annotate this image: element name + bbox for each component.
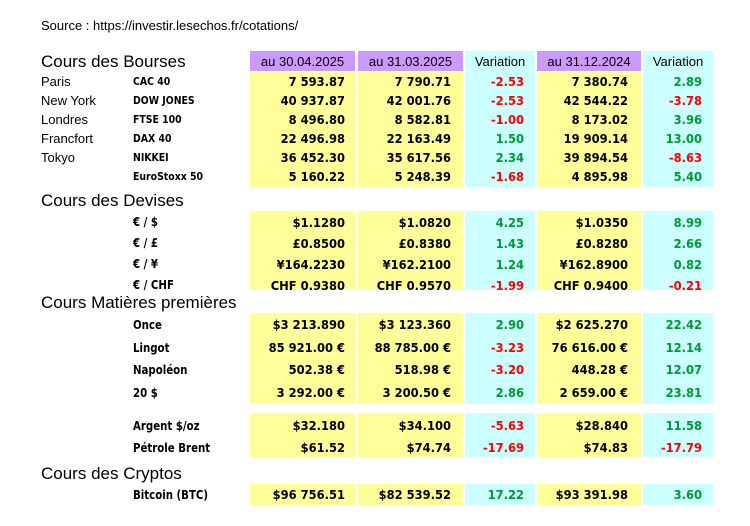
cell-var1: 1.24: [495, 257, 524, 272]
cell-v3: 39 894.54: [563, 150, 628, 165]
cell-var1: 4.25: [495, 215, 524, 230]
row-place: Londres: [41, 112, 88, 127]
cell-var2: 2.66: [673, 236, 702, 251]
cell-var1: -2.53: [490, 74, 524, 89]
cell-var2: 12.07: [665, 362, 702, 377]
row-place: Francfort: [41, 131, 94, 146]
cell-v2: 3 200.50 €: [382, 384, 451, 400]
cell-v1: 85 921.00 €: [268, 339, 345, 355]
row-name: Bitcoin (BTC): [133, 488, 209, 502]
row-name: Lingot: [133, 340, 170, 355]
cell-v2: ¥162.2100: [382, 257, 451, 272]
cell-v3: £0.8280: [575, 236, 628, 251]
cell-v1: $3 213.890: [272, 317, 345, 332]
cell-v2: 88 785.00 €: [374, 339, 451, 355]
row-name: 20 $: [133, 385, 158, 400]
cell-var2: 22.42: [665, 317, 702, 332]
cell-var1: -2.53: [490, 93, 524, 108]
cell-var1: 2.34: [495, 150, 524, 165]
cell-v1: 40 937.87: [280, 93, 345, 108]
cell-v1: 8 496.80: [288, 112, 345, 127]
cell-var1: 1.50: [495, 131, 524, 146]
cell-var2: 3.96: [673, 112, 702, 127]
cell-v2: $74.74: [406, 440, 451, 455]
cell-var1: -5.63: [490, 418, 524, 433]
header-variation-1: Variation: [465, 51, 535, 71]
cell-v3: $74.83: [583, 440, 628, 455]
row-name: DOW JONES: [133, 94, 195, 107]
source-line: Source : https://investir.lesechos.fr/cotations/: [41, 18, 299, 33]
cell-var2: 8.99: [673, 215, 702, 230]
cell-var2: 13.00: [665, 131, 702, 146]
cell-var1: -1.99: [490, 278, 524, 293]
row-name: € / £: [133, 236, 159, 250]
cell-v2: 8 582.81: [394, 112, 451, 127]
row-name: FTSE 100: [133, 113, 182, 126]
cell-v3: 2 659.00 €: [559, 384, 628, 400]
row-name: € / ¥: [133, 257, 159, 271]
cell-v2: 42 001.76: [386, 93, 451, 108]
cell-v1: $1.1280: [292, 215, 345, 230]
row-name: Pétrole Brent: [133, 441, 211, 455]
cell-v1: 7 593.87: [288, 74, 345, 89]
cell-v1: 36 452.30: [280, 150, 345, 165]
cell-var1: 1.43: [495, 236, 524, 251]
cell-v1: 502.38 €: [288, 362, 345, 377]
cell-v3: 42 544.22: [563, 93, 628, 108]
cell-v2: $3 123.360: [378, 317, 451, 332]
cell-v3: 7 380.74: [571, 74, 628, 89]
row-place: New York: [41, 93, 96, 108]
row-name: NIKKEI: [133, 151, 169, 164]
cell-var1: -3.23: [490, 339, 524, 355]
cell-v3: $93 391.98: [555, 487, 628, 502]
cell-v2: $82 539.52: [378, 487, 451, 502]
cell-var2: 11.58: [665, 418, 702, 433]
cell-v3: 448.28 €: [571, 362, 628, 377]
cell-var1: 17.22: [487, 487, 524, 502]
cell-v2: CHF 0.9570: [376, 278, 451, 293]
cell-v2: $34.100: [398, 418, 451, 433]
row-place: Paris: [41, 74, 71, 89]
cell-v1: $96 756.51: [272, 487, 345, 502]
cell-v2: 22 163.49: [386, 131, 451, 146]
row-name: Once: [133, 318, 162, 332]
cell-var2: -0.21: [668, 278, 702, 293]
cell-var1: -17.69: [482, 440, 524, 455]
section-title-cryptos: Cours des Cryptos: [41, 464, 182, 483]
row-name: € / CHF: [133, 278, 174, 292]
cell-v1: 3 292.00 €: [276, 384, 345, 400]
cell-v1: $32.180: [292, 418, 345, 433]
cell-var2: 3.60: [673, 487, 702, 502]
section-title-devises: Cours des Devises: [41, 191, 184, 210]
cell-v3: 19 909.14: [563, 131, 628, 146]
cell-var1: 2.90: [495, 317, 524, 332]
header-date-2: au 31.03.2025: [358, 51, 463, 71]
cell-v2: £0.8380: [398, 236, 451, 251]
cell-v1: 5 160.22: [288, 169, 345, 184]
cell-var1: -1.00: [490, 112, 524, 127]
cell-v1: 22 496.98: [280, 131, 345, 146]
header-date-1: au 30.04.2025: [250, 51, 355, 71]
cell-v2: 518.98 €: [394, 362, 451, 377]
cell-v1: $61.52: [300, 440, 345, 455]
cell-var2: -3.78: [668, 93, 702, 108]
cell-var2: 2.89: [673, 74, 702, 89]
row-place: Tokyo: [41, 150, 75, 165]
cell-v3: $1.0350: [575, 215, 628, 230]
row-name: EuroStoxx 50: [133, 170, 204, 183]
row-name: € / $: [133, 215, 159, 229]
row-name: Napoléon: [133, 363, 188, 377]
cell-v2: $1.0820: [398, 215, 451, 230]
row-name: Argent $/oz: [133, 419, 200, 433]
cell-v3: 4 895.98: [571, 169, 628, 184]
cell-v3: 8 173.02: [571, 112, 628, 127]
cell-var2: 12.14: [665, 339, 702, 355]
cell-var1: 2.86: [495, 384, 524, 400]
cell-var1: -1.68: [490, 169, 524, 184]
cell-var2: -8.63: [668, 150, 702, 165]
cell-v3: CHF 0.9400: [553, 278, 628, 293]
cell-v1: CHF 0.9380: [270, 278, 345, 293]
cell-var2: 23.81: [665, 384, 702, 400]
cell-v2: 5 248.39: [394, 169, 451, 184]
row-name: DAX 40: [133, 132, 172, 145]
section-title-bourses: Cours des Bourses: [41, 52, 186, 71]
header-variation-2: Variation: [643, 51, 713, 71]
cell-v1: £0.8500: [292, 236, 345, 251]
cell-v2: 7 790.71: [394, 74, 451, 89]
row-name: CAC 40: [133, 75, 171, 88]
cell-var2: 0.82: [673, 257, 702, 272]
cell-v2: 35 617.56: [386, 150, 451, 165]
cell-v3: $2 625.270: [555, 317, 628, 332]
cell-v3: ¥162.8900: [559, 257, 628, 272]
cell-var2: 5.40: [673, 169, 702, 184]
cell-v3: $28.840: [575, 418, 628, 433]
cell-var2: -17.79: [660, 440, 702, 455]
section-title-matieres: Cours Matières premières: [41, 293, 237, 312]
header-date-3: au 31.12.2024: [537, 51, 641, 71]
cell-var1: -3.20: [490, 362, 524, 377]
cell-v1: ¥164.2230: [276, 257, 345, 272]
cell-v3: 76 616.00 €: [551, 339, 628, 355]
